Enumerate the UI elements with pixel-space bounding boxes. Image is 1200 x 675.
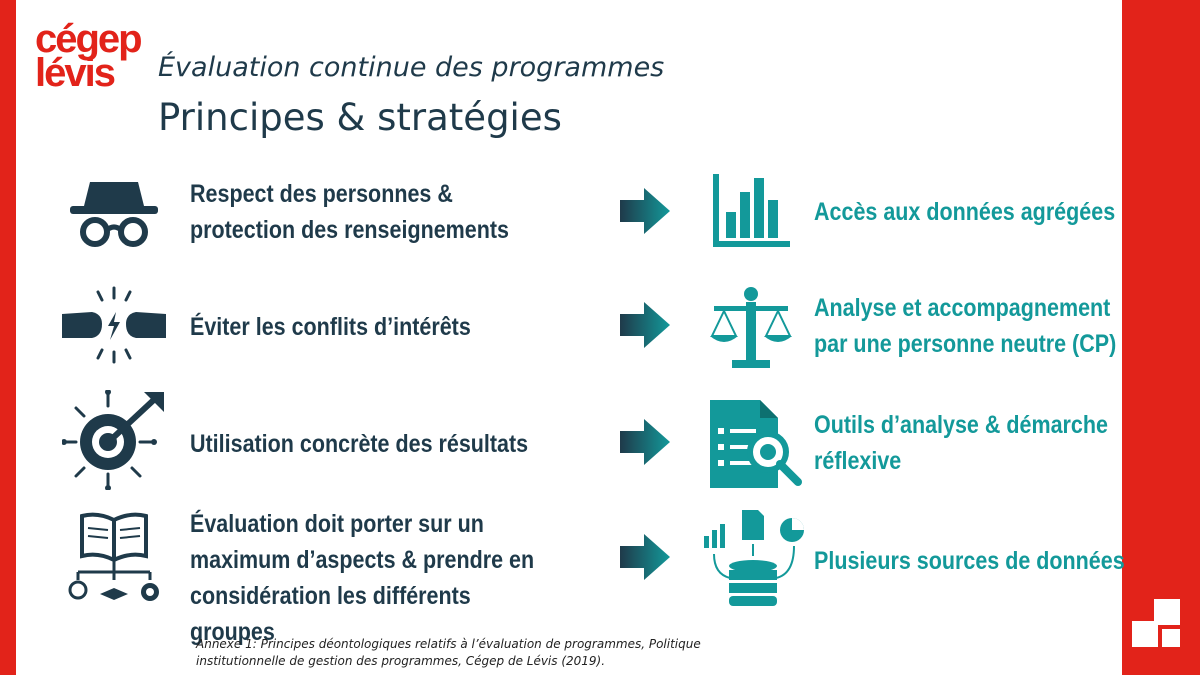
book-network-icon xyxy=(62,512,166,612)
principle-line: groupes xyxy=(190,618,275,646)
principle-line: Utilisation concrète des résultats xyxy=(190,430,529,458)
principle-line: Éviter les conflits d’intérêts xyxy=(190,313,471,341)
strategy-line: Accès aux données agrégées xyxy=(814,198,1116,226)
principle-maximum-aspects xyxy=(190,506,551,650)
arrow-right-icon xyxy=(620,300,670,350)
left-accent-bar xyxy=(0,0,16,675)
principle-conflicts xyxy=(190,309,551,345)
strategy-aggregated-data xyxy=(814,194,1175,230)
arrow-right-icon xyxy=(620,532,670,582)
strategy-line: Plusieurs sources de données xyxy=(814,547,1125,575)
strategy-line: par une personne neutre (CP) xyxy=(814,330,1117,358)
cegep-levis-logo xyxy=(35,17,141,95)
corner-logo-icon xyxy=(1132,599,1190,657)
strategy-line: Analyse et accompagnement xyxy=(814,294,1111,322)
balance-scale-icon xyxy=(708,286,794,370)
page-title: Principes & stratégies xyxy=(158,96,562,139)
principle-respect xyxy=(190,176,551,248)
strategy-line: Outils d’analyse & démarche xyxy=(814,411,1108,439)
principle-line: Évaluation doit porter sur un xyxy=(190,510,484,538)
footnote xyxy=(196,636,756,670)
arrow-right-icon xyxy=(620,417,670,467)
footnote-line: institutionnelle de gestion des programmes, Cégep de Lévis (2019). xyxy=(196,654,606,668)
page-subtitle: Évaluation continue des programmes xyxy=(158,52,665,83)
gear-growth-icon xyxy=(62,390,166,490)
bar-chart-icon xyxy=(712,172,792,250)
strategy-neutral-person xyxy=(814,290,1175,362)
principle-line: protection des renseignements xyxy=(190,216,510,244)
logo-line-2: lévis xyxy=(35,51,114,95)
principle-line: maximum d’aspects & prendre en xyxy=(190,546,535,574)
incognito-icon xyxy=(68,178,160,250)
principle-line: considération les différents xyxy=(190,582,471,610)
document-analysis-icon xyxy=(706,398,802,490)
principle-line: Respect des personnes & xyxy=(190,180,453,208)
footnote-line: Annexe 1: Principes déontologiques relatifs à l’évaluation de programmes, Politique xyxy=(196,637,701,651)
strategy-analysis-tools xyxy=(814,407,1175,479)
logo-line-1: cégep xyxy=(35,17,141,61)
arrow-right-icon xyxy=(620,186,670,236)
strategy-multiple-sources xyxy=(814,543,1175,579)
clashing-fists-icon xyxy=(60,286,168,364)
data-sources-icon xyxy=(700,508,808,610)
principle-results-use xyxy=(190,426,551,462)
strategy-line: réflexive xyxy=(814,447,902,475)
